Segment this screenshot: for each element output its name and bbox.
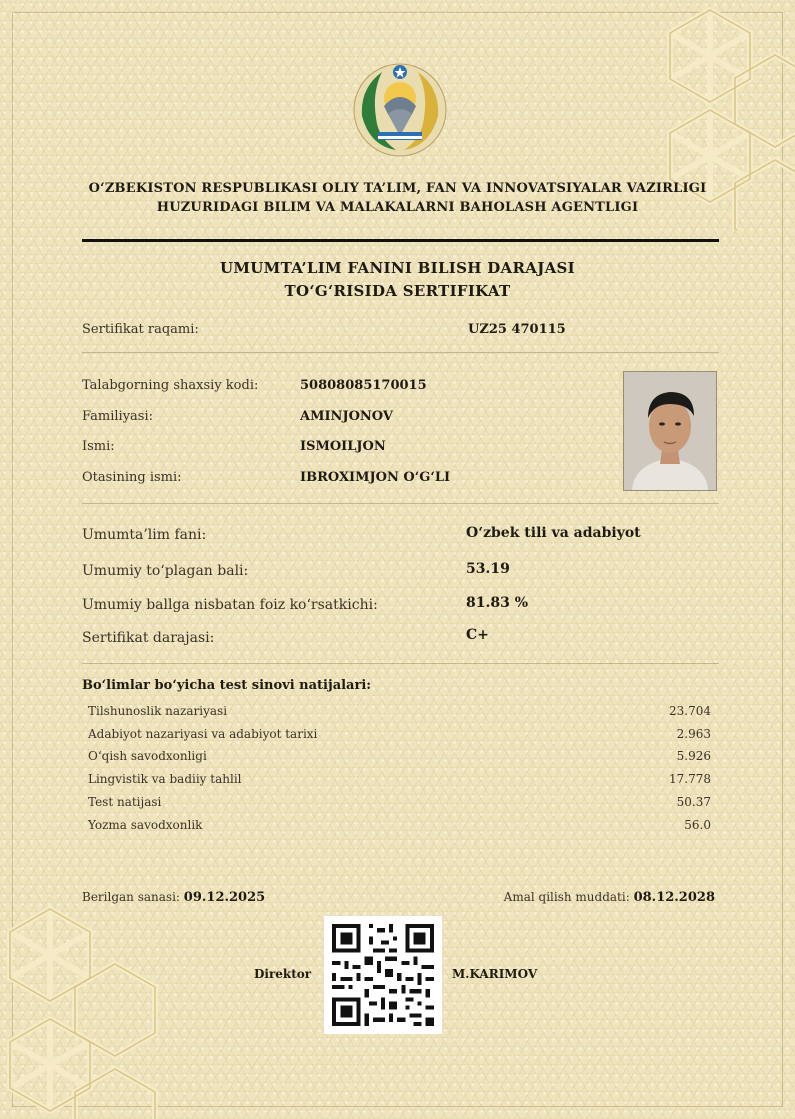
section-row-value: 2.963 (676, 727, 711, 741)
personal-code-value: 50808085170015 (300, 378, 427, 393)
certificate-title-line1: UMUMTA’LIM FANINI BILISH DARAJASI (220, 259, 575, 277)
personal-code-label: Talabgorning shaxsiy kodi: (82, 378, 259, 393)
total-score-label: Umumiy to‘plagan bali: (82, 563, 249, 579)
patronymic-label: Otasining ismi: (82, 470, 182, 485)
section-row-value: 17.778 (669, 772, 711, 786)
valid-until-value: 08.12.2028 (633, 890, 715, 905)
certificate-title-line2: TO‘G‘RISIDA SERTIFIKAT (284, 282, 511, 300)
issue-date-label: Berilgan sanasi: (82, 890, 180, 904)
divider (82, 503, 719, 504)
section-row-value: 56.0 (684, 818, 711, 832)
section-row-value: 23.704 (669, 704, 711, 718)
divider (82, 352, 719, 353)
issue-date-value: 09.12.2025 (183, 890, 266, 905)
section-row-label: Lingvistik va badiiy tahlil (88, 772, 242, 786)
patronymic-value: IBROXIMJON O‘G‘LI (300, 470, 451, 485)
issue-date (82, 890, 265, 905)
director-label: Direktor (254, 967, 312, 981)
state-emblem-icon (348, 58, 452, 162)
total-score-value: 53.19 (466, 561, 510, 577)
subject-value: O‘zbek tili va adabiyot (466, 525, 641, 541)
subject-label: Umumta’lim fani: (82, 527, 207, 543)
director-name: M.KARIMOV (452, 967, 538, 981)
valid-until-label: Amal qilish muddati: (503, 890, 630, 904)
section-row-label: Adabiyot nazariyasi va adabiyot tarixi (88, 727, 318, 741)
section-row-label: O‘qish savodxonligi (88, 749, 207, 763)
section-row-label: Test natijasi (88, 795, 162, 809)
qr-code-icon[interactable] (324, 916, 442, 1034)
percentage-value: 81.83 % (466, 595, 529, 611)
ministry-name-line2: HUZURIDAGI BILIM VA MALAKALARNI BAHOLASH AGENTLIGI (156, 200, 639, 215)
certificate-number-label: Sertifikat raqami: (82, 322, 199, 337)
valid-until-date (504, 890, 715, 905)
percentage-label: Umumiy ballga nisbatan foiz ko‘rsatkichi: (82, 597, 378, 613)
certificate-level-label: Sertifikat darajasi: (82, 630, 215, 646)
certificate-level-value: C+ (466, 627, 489, 643)
section-row-label: Tilshunoslik nazariyasi (88, 704, 228, 718)
first-name-value: ISMOILJON (300, 439, 386, 454)
section-results-title: Bo‘limlar bo‘yicha test sinovi natijalari: (82, 678, 372, 693)
first-name-label: Ismi: (82, 439, 115, 454)
divider (82, 663, 719, 664)
section-row-label: Yozma savodxonlik (88, 818, 203, 832)
surname-value: AMINJONOV (300, 409, 393, 424)
header-divider (82, 239, 719, 242)
section-row-value: 5.926 (676, 749, 711, 763)
applicant-photo (623, 371, 717, 491)
corner-ornament-bottom-left (0, 869, 200, 1119)
surname-label: Familiyasi: (82, 409, 153, 424)
ministry-name-line1: O‘ZBEKISTON RESPUBLIKASI OLIY TA’LIM, FAN VA INNOVATSIYALAR VAZIRLIGI (88, 181, 707, 196)
certificate-number-value: UZ25 470115 (468, 322, 566, 337)
section-row-value: 50.37 (676, 795, 711, 809)
